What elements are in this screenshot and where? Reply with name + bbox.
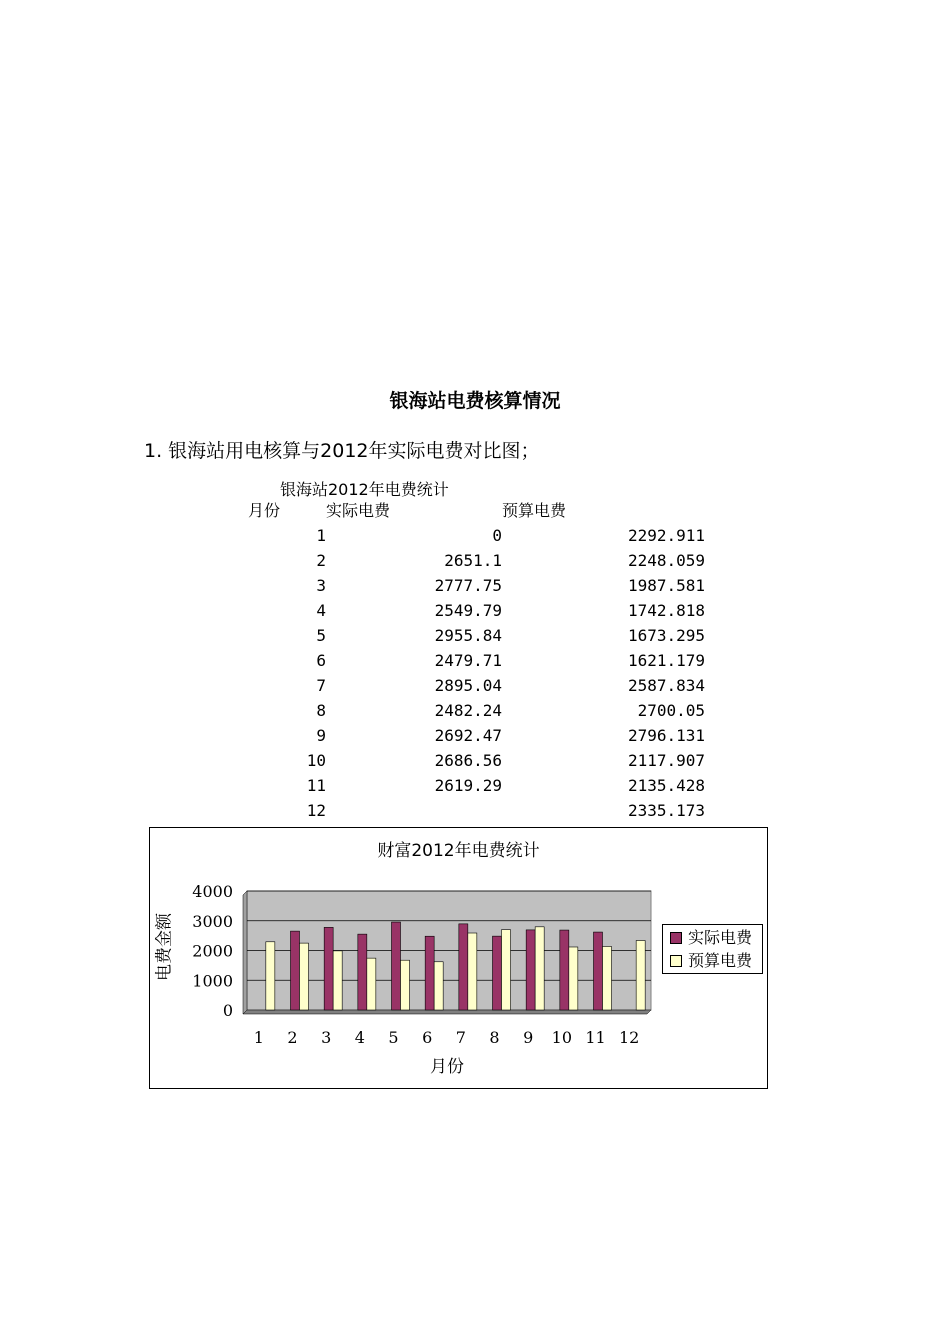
y-tick-label: 3000 <box>192 911 233 931</box>
bar-budget <box>502 930 511 1010</box>
x-tick-label: 1 <box>253 1028 264 1047</box>
table-row <box>248 748 705 773</box>
y-axis-title: 电费金额 <box>154 913 175 981</box>
legend-label-budget: 预算电费 <box>688 951 753 970</box>
plot-wall <box>243 891 247 1014</box>
table-row <box>248 623 705 648</box>
cell-actual: 2482.24 <box>434 701 502 720</box>
bar-actual <box>560 930 569 1010</box>
cell-budget: 1673.295 <box>627 626 705 645</box>
cell-month: 12 <box>306 801 326 820</box>
cell-actual: 2692.47 <box>434 726 502 745</box>
table-row <box>248 548 705 573</box>
y-tick-label: 0 <box>222 1001 233 1020</box>
x-axis-title: 月份 <box>430 1057 464 1077</box>
cell-budget: 2700.05 <box>637 701 705 720</box>
bar-budget <box>468 933 477 1010</box>
bar-budget <box>434 962 443 1010</box>
bar-budget <box>636 941 645 1010</box>
header-budget: 预算电费 <box>502 501 567 520</box>
cell-month: 8 <box>316 701 326 720</box>
x-tick-label: 12 <box>618 1028 640 1047</box>
cell-month: 11 <box>306 776 326 795</box>
cell-month: 10 <box>306 751 326 770</box>
cell-actual: 2955.84 <box>434 626 502 645</box>
header-actual: 实际电费 <box>326 501 391 520</box>
table-header-row <box>248 498 705 523</box>
x-tick-label: 3 <box>321 1028 332 1047</box>
data-table <box>248 498 705 823</box>
bar-actual <box>324 927 333 1010</box>
legend-label-actual: 实际电费 <box>688 928 753 947</box>
cell-month: 2 <box>316 551 326 570</box>
table-row <box>248 723 705 748</box>
cell-month: 6 <box>316 651 326 670</box>
cell-budget: 2292.911 <box>627 526 705 545</box>
bar-actual <box>392 922 401 1010</box>
table-row <box>248 698 705 723</box>
table-row <box>248 598 705 623</box>
cell-month: 4 <box>316 601 326 620</box>
cell-actual: 2549.79 <box>434 601 502 620</box>
y-tick-label: 4000 <box>192 882 233 901</box>
section-heading: 1. 银海站用电核算与2012年实际电费对比图； <box>144 440 540 462</box>
cell-month: 9 <box>316 726 326 745</box>
bar-actual <box>358 934 367 1010</box>
x-tick-label: 10 <box>551 1028 573 1047</box>
bar-budget <box>300 943 309 1010</box>
bar-actual <box>493 936 502 1010</box>
x-tick-label: 9 <box>523 1028 534 1047</box>
x-tick-label: 5 <box>388 1028 399 1047</box>
table-row <box>248 773 705 798</box>
x-tick-label: 8 <box>489 1028 500 1047</box>
chart <box>149 827 768 1089</box>
cell-actual: 2895.04 <box>434 676 502 695</box>
document-title: 银海站电费核算情况 <box>389 390 561 412</box>
table-row <box>248 798 705 823</box>
x-tick-label: 7 <box>455 1028 466 1047</box>
cell-budget: 2248.059 <box>627 551 705 570</box>
bar-actual <box>526 930 535 1010</box>
legend-swatch-budget <box>670 955 682 967</box>
chart-legend <box>662 924 763 974</box>
cell-actual: 2651.1 <box>444 551 502 570</box>
cell-budget: 1621.179 <box>627 651 705 670</box>
cell-budget: 2117.907 <box>627 751 705 770</box>
cell-budget: 2135.428 <box>627 776 705 795</box>
bar-budget <box>401 960 410 1010</box>
cell-actual <box>326 798 502 823</box>
legend-item-actual <box>670 927 752 949</box>
y-tick-label: 1000 <box>192 971 233 991</box>
x-tick-label: 4 <box>354 1028 365 1047</box>
x-tick-label: 11 <box>585 1028 606 1047</box>
y-tick-label: 2000 <box>192 941 233 961</box>
bar-actual <box>425 936 434 1010</box>
bar-budget <box>569 947 578 1010</box>
bar-actual <box>291 931 300 1010</box>
table-caption: 银海站2012年电费统计 <box>280 480 449 499</box>
table-row <box>248 523 705 548</box>
chart-title: 财富2012年电费统计 <box>377 841 540 861</box>
plot-floor <box>243 1010 651 1014</box>
bar-budget <box>266 942 275 1010</box>
cell-actual: 2479.71 <box>434 651 502 670</box>
legend-swatch-actual <box>670 932 682 944</box>
x-tick-label: 2 <box>287 1028 298 1047</box>
cell-budget: 2796.131 <box>627 726 705 745</box>
cell-month: 3 <box>316 576 326 595</box>
bar-budget <box>367 958 376 1010</box>
cell-actual: 0 <box>492 526 502 545</box>
cell-actual: 2777.75 <box>434 576 502 595</box>
bar-budget <box>603 946 612 1010</box>
legend-item-budget <box>670 950 752 972</box>
cell-actual: 2619.29 <box>434 776 502 795</box>
x-tick-label: 6 <box>422 1028 433 1047</box>
table-row <box>248 648 705 673</box>
bar-budget <box>333 951 342 1010</box>
bar-actual <box>459 924 468 1010</box>
cell-month: 7 <box>316 676 326 695</box>
cell-budget: 1742.818 <box>627 601 705 620</box>
bar-actual <box>594 932 603 1010</box>
header-month: 月份 <box>248 501 281 520</box>
cell-month: 5 <box>316 626 326 645</box>
cell-actual: 2686.56 <box>434 751 502 770</box>
cell-budget: 2335.173 <box>627 801 705 820</box>
cell-budget: 1987.581 <box>627 576 705 595</box>
cell-month: 1 <box>316 526 326 545</box>
cell-budget: 2587.834 <box>627 676 705 695</box>
bar-budget <box>535 927 544 1010</box>
table-row <box>248 673 705 698</box>
table-row <box>248 573 705 598</box>
table-body <box>248 523 705 823</box>
